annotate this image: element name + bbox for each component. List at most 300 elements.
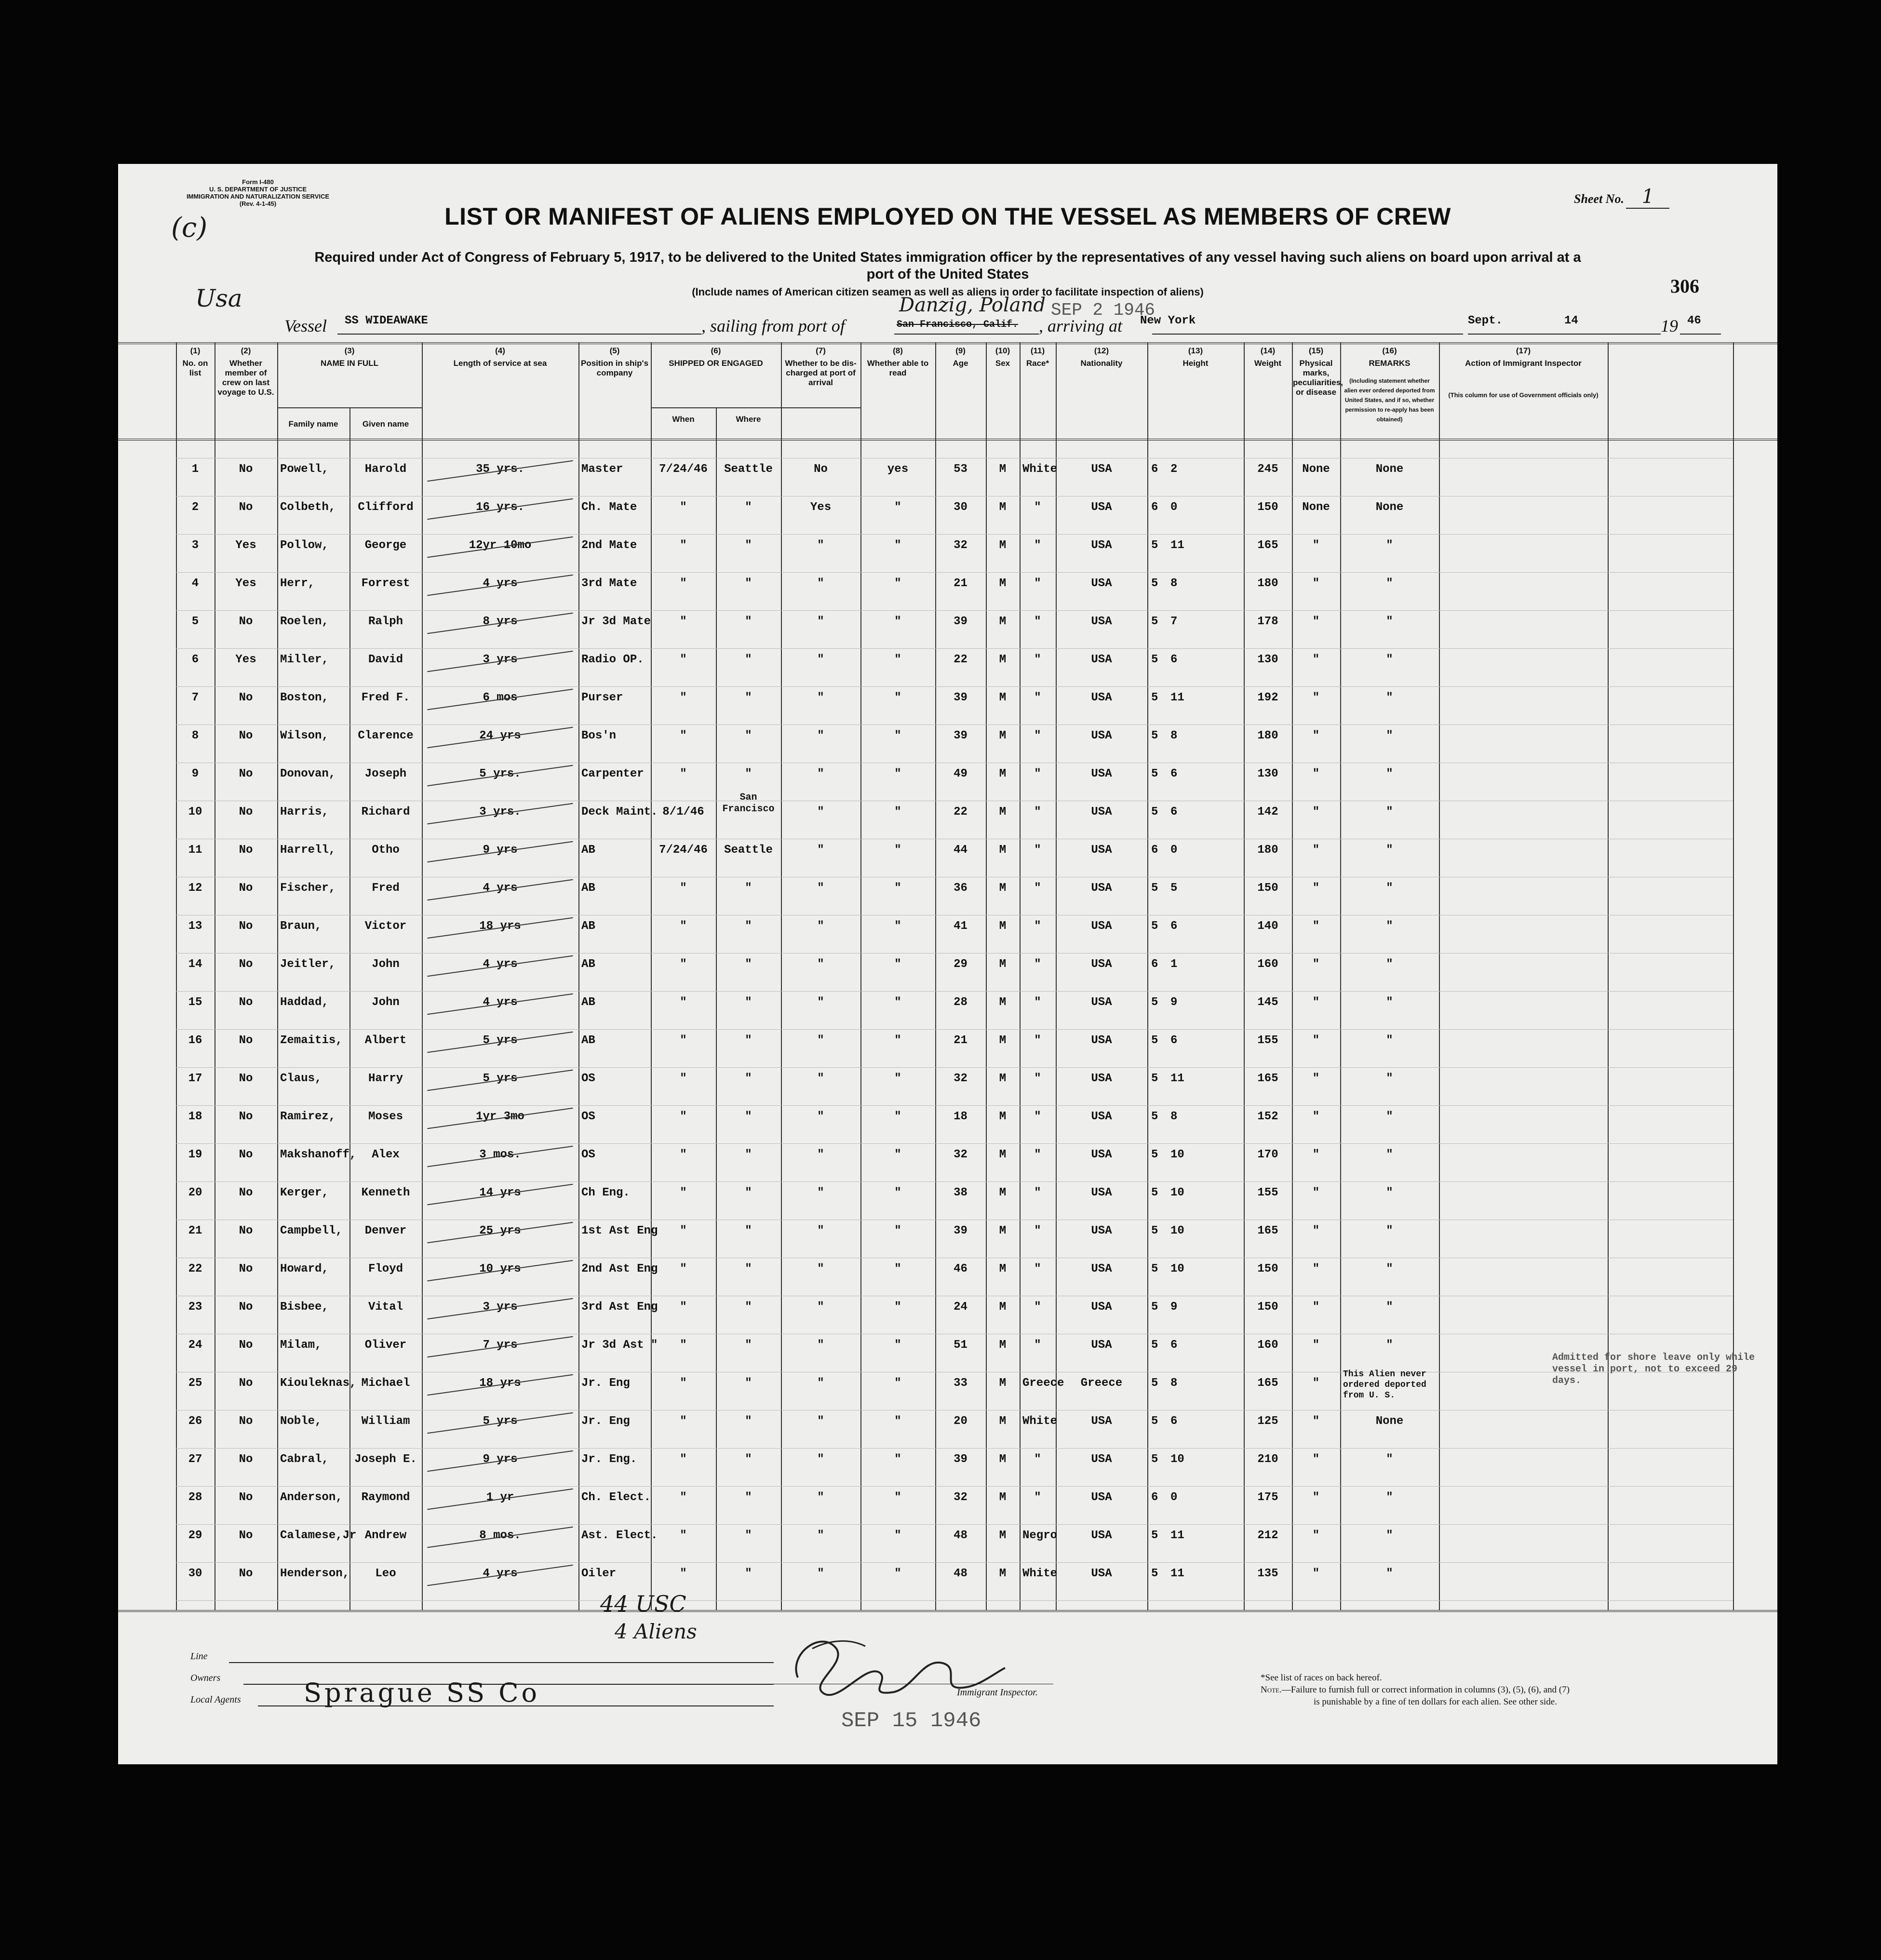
cell-marks: "	[1312, 577, 1320, 590]
cell-discharged: "	[817, 1224, 824, 1237]
cell-height-in: 6	[1170, 1339, 1178, 1352]
cell-weight: 165	[1257, 1072, 1278, 1085]
cell-where: "	[745, 767, 752, 780]
cell-given: Fred F.	[361, 691, 410, 704]
cell-marks: "	[1312, 1415, 1320, 1428]
cell-service: 4 yrs	[483, 1567, 518, 1580]
cell-remarks: This Alien never ordered deported from U. S.	[1343, 1369, 1426, 1400]
column-number: (15)	[1308, 346, 1324, 355]
cell-no: 4	[191, 577, 199, 590]
cell-race: "	[1034, 539, 1041, 552]
crew-row	[176, 1029, 1733, 1067]
cell-height-ft: 5	[1151, 539, 1158, 552]
cell-when: "	[680, 1072, 687, 1085]
cell-weight: 160	[1257, 958, 1278, 971]
department: U. S. DEPARTMENT OF JUSTICE	[209, 186, 307, 193]
cell-position: Jr. Eng.	[581, 1453, 637, 1466]
cell-weight: 150	[1257, 1301, 1278, 1314]
cell-no: 6	[191, 653, 199, 666]
cell-prev: No	[239, 1415, 253, 1428]
cell-remarks: "	[1386, 1034, 1393, 1047]
cell-age: 48	[954, 1529, 967, 1542]
cell-marks: "	[1312, 1186, 1320, 1199]
cell-height-ft: 6	[1151, 1491, 1158, 1504]
column-label: Action of Immigrant Inspector	[1465, 359, 1582, 368]
cell-family: Ramirez,	[280, 1110, 336, 1123]
cell-service: 5 yrs	[483, 1072, 518, 1085]
cell-service: 6 mos	[483, 691, 518, 704]
cell-prev: No	[239, 805, 253, 819]
cell-nationality: USA	[1091, 1491, 1112, 1504]
cell-marks: None	[1302, 463, 1330, 476]
cell-read: "	[894, 1415, 901, 1428]
cell-marks: "	[1312, 1453, 1320, 1466]
cell-weight: 180	[1257, 844, 1278, 857]
cell-prev: No	[239, 1110, 253, 1123]
cell-height-ft: 5	[1151, 1034, 1158, 1047]
cell-height-ft: 5	[1151, 920, 1158, 933]
cell-age: 30	[954, 501, 967, 514]
cell-nationality: USA	[1091, 844, 1112, 857]
where-header: Where	[736, 415, 761, 424]
column-header	[1440, 346, 1607, 368]
cell-position: AB	[581, 920, 595, 933]
cell-prev: No	[239, 767, 253, 780]
cell-sex: M	[999, 1491, 1007, 1504]
cell-nationality: USA	[1091, 1034, 1112, 1047]
crew-row	[176, 1105, 1733, 1143]
cell-where: "	[745, 1567, 752, 1580]
column-header	[1293, 346, 1343, 397]
cell-given: Fred	[372, 882, 400, 895]
cell-remarks: "	[1386, 920, 1393, 933]
cell-marks: "	[1312, 729, 1320, 742]
cell-marks: "	[1312, 920, 1320, 933]
cell-given: Oliver	[364, 1339, 407, 1352]
cell-discharged: No	[814, 463, 828, 476]
cell-family: Milam,	[280, 1339, 322, 1352]
cell-when: "	[680, 653, 687, 666]
cell-remarks: "	[1386, 1491, 1393, 1504]
cell-no: 29	[188, 1529, 202, 1542]
column-label: Length of service at sea	[453, 359, 547, 368]
cell-age: 39	[954, 615, 967, 628]
cell-age: 32	[954, 1491, 967, 1504]
cell-position: Oiler	[581, 1567, 617, 1580]
cell-position: AB	[581, 882, 595, 895]
cell-service: 12yr 10mo	[469, 539, 532, 552]
column-header	[987, 346, 1019, 368]
cell-nationality: USA	[1091, 996, 1112, 1009]
cell-marks: "	[1312, 1224, 1320, 1237]
column-number: (9)	[955, 346, 966, 355]
cell-where: "	[745, 1110, 752, 1123]
cell-remarks: "	[1386, 729, 1393, 742]
cell-where: "	[745, 1224, 752, 1237]
arriving-port: New York	[1140, 314, 1196, 327]
crew-row	[176, 1448, 1733, 1486]
crew-row	[176, 1369, 1733, 1410]
cell-service: 18 yrs	[479, 1377, 521, 1390]
remarks-note: (Including statement whether alien ever ordered deported from United States, and if so, whether permission to re-apply has been obtained)	[1344, 377, 1435, 423]
cell-sex: M	[999, 577, 1007, 590]
cell-marks: "	[1312, 1529, 1320, 1542]
cell-position: 3rd Ast Eng	[581, 1301, 658, 1314]
subheader-rule	[651, 407, 860, 408]
cell-marks: "	[1312, 805, 1320, 819]
cell-race: "	[1034, 729, 1041, 742]
column-header	[177, 346, 214, 378]
cell-when: "	[680, 1415, 687, 1428]
requirement-line-1: Required under Act of Congress of February 5, 1917, to be delivered to the United States immigration officer by the representatives of any vessel having such aliens on board upon arrival at a	[314, 250, 1581, 265]
cell-family: Zemaitis,	[280, 1034, 343, 1047]
cell-marks: "	[1312, 958, 1320, 971]
cell-where: Seattle	[724, 463, 773, 476]
cell-read: "	[894, 1148, 901, 1161]
cell-height-in: 5	[1170, 882, 1178, 895]
column-number: (7)	[816, 346, 826, 355]
table-header-rule	[118, 439, 1777, 441]
cell-position: 3rd Mate	[581, 577, 637, 590]
cell-given: Denver	[364, 1224, 407, 1237]
cell-read: "	[894, 767, 901, 780]
column-number: (5)	[609, 346, 620, 355]
cell-family: Powell,	[280, 463, 329, 476]
cell-weight: 152	[1257, 1110, 1278, 1123]
cell-position: OS	[581, 1148, 595, 1161]
cell-nationality: USA	[1091, 920, 1112, 933]
cell-weight: 165	[1257, 1224, 1278, 1237]
column-header	[278, 346, 421, 368]
cell-where: "	[745, 615, 752, 628]
crew-row	[176, 648, 1733, 686]
cell-race: "	[1034, 577, 1041, 590]
cell-remarks: "	[1386, 1186, 1393, 1199]
cell-race: Greece	[1022, 1377, 1064, 1390]
cell-position: Ch. Mate	[581, 501, 637, 514]
column-header	[782, 346, 860, 388]
cell-when: 7/24/46	[659, 463, 708, 476]
cell-remarks: "	[1386, 691, 1393, 704]
margin-mark-usa: Usa	[195, 284, 242, 312]
vessel-label: Vessel	[284, 316, 327, 336]
cell-family: Braun,	[280, 920, 322, 933]
races-note: *See list of races on back hereof.	[1261, 1673, 1382, 1683]
cell-no: 26	[188, 1415, 202, 1428]
cell-weight: 165	[1257, 539, 1278, 552]
page-title: LIST OR MANIFEST OF ALIENS EMPLOYED ON THE VESSEL AS MEMBERS OF CREW	[444, 203, 1451, 230]
cell-when: "	[680, 1110, 687, 1123]
cell-read: yes	[887, 463, 909, 476]
cell-read: "	[894, 615, 901, 628]
cell-remarks: "	[1386, 958, 1393, 971]
cell-height-ft: 5	[1151, 1262, 1158, 1275]
cell-height-in: 9	[1170, 996, 1178, 1009]
cell-position: Deck Maint.	[581, 805, 658, 819]
cell-service: 9 yrs	[483, 844, 518, 857]
cell-where: San Francisco	[722, 792, 775, 815]
cell-service: 1yr 3mo	[476, 1110, 524, 1123]
cell-sex: M	[999, 767, 1007, 780]
cell-sex: M	[999, 958, 1007, 971]
column-rule	[1733, 342, 1734, 1610]
column-header	[1021, 346, 1055, 368]
cell-height-in: 10	[1170, 1224, 1184, 1237]
cell-prev: No	[239, 729, 253, 742]
cell-age: 21	[954, 577, 967, 590]
cell-height-ft: 5	[1151, 882, 1158, 895]
cell-height-in: 0	[1170, 844, 1178, 857]
cell-where: "	[745, 729, 752, 742]
column-number: (11)	[1030, 346, 1045, 355]
cell-sex: M	[999, 1453, 1007, 1466]
column-label: No. on list	[182, 359, 208, 377]
cell-given: Forrest	[361, 577, 410, 590]
cell-given: Alex	[372, 1148, 400, 1161]
cell-height-ft: 5	[1151, 1339, 1158, 1352]
cell-given: Victor	[364, 920, 407, 933]
column-label: REMARKS	[1369, 359, 1411, 368]
manifest-sheet	[118, 164, 1777, 1764]
cell-read: "	[894, 1072, 901, 1085]
cell-remarks: "	[1386, 767, 1393, 780]
cell-marks: "	[1312, 691, 1320, 704]
cell-no: 10	[188, 805, 202, 819]
column-label: Whether to be dis-charged at port of arrival	[785, 359, 857, 387]
cell-nationality: USA	[1091, 501, 1112, 514]
cell-family: Howard,	[280, 1262, 329, 1275]
cell-age: 48	[954, 1567, 967, 1580]
note-text-1: —Failure to furnish full or correct information in columns (3), (5), (6), and (7)	[1281, 1685, 1570, 1695]
cell-height-in: 8	[1170, 729, 1178, 742]
cell-discharged: "	[817, 577, 824, 590]
cell-race: "	[1034, 882, 1041, 895]
cell-nationality: USA	[1091, 882, 1112, 895]
cell-position: Jr. Eng	[581, 1377, 630, 1390]
cell-where: "	[745, 996, 752, 1009]
cell-service: 5 yrs	[483, 1415, 518, 1428]
cell-sex: M	[999, 1262, 1007, 1275]
cell-remarks: "	[1386, 1224, 1393, 1237]
crew-row	[176, 610, 1733, 648]
cell-age: 46	[954, 1262, 967, 1275]
cell-read: "	[894, 653, 901, 666]
cell-age: 29	[954, 958, 967, 971]
column-header	[1341, 346, 1438, 368]
cell-race: "	[1034, 1453, 1041, 1466]
cell-where: "	[745, 1529, 752, 1542]
column-number: (4)	[495, 346, 505, 355]
cell-when: "	[680, 1339, 687, 1352]
cell-sex: M	[999, 1339, 1007, 1352]
cell-where: "	[745, 882, 752, 895]
cell-sex: M	[999, 1186, 1007, 1199]
service: IMMIGRATION AND NATURALIZATION SERVICE	[186, 193, 330, 200]
arrival-month: Sept.	[1468, 314, 1503, 327]
cell-prev: No	[239, 920, 253, 933]
cell-given: David	[368, 653, 403, 666]
cell-service: 25 yrs	[479, 1224, 521, 1237]
cell-discharged: "	[817, 882, 824, 895]
cell-discharged: "	[817, 1377, 824, 1390]
cell-when: "	[680, 1377, 687, 1390]
cell-no: 16	[188, 1034, 202, 1047]
cell-when: "	[680, 577, 687, 590]
cell-position: Radio OP.	[581, 653, 644, 666]
cell-age: 53	[954, 463, 967, 476]
cell-nationality: USA	[1091, 577, 1112, 590]
cell-marks: "	[1312, 1072, 1320, 1085]
form-number: Form I-480	[242, 178, 274, 186]
cell-discharged: "	[817, 1148, 824, 1161]
cell-remarks: "	[1386, 1529, 1393, 1542]
cell-weight: 245	[1257, 463, 1278, 476]
cell-age: 21	[954, 1034, 967, 1047]
cell-no: 3	[191, 539, 199, 552]
cell-service: 3 yrs	[483, 653, 518, 666]
cell-no: 11	[188, 844, 202, 857]
cell-age: 32	[954, 1072, 967, 1085]
cell-prev: No	[239, 501, 253, 514]
cell-given: John	[372, 996, 400, 1009]
crew-row	[176, 839, 1733, 877]
cell-sex: M	[999, 844, 1007, 857]
cell-no: 14	[188, 958, 202, 971]
cell-nationality: USA	[1091, 1301, 1112, 1314]
cell-race: White	[1022, 1415, 1058, 1428]
cell-nationality: USA	[1091, 1529, 1112, 1542]
cell-race: "	[1034, 1301, 1041, 1314]
cell-remarks: "	[1386, 1148, 1393, 1161]
cell-position: 2nd Ast Eng	[581, 1262, 658, 1275]
cell-remarks: "	[1386, 1301, 1393, 1314]
cell-where: "	[745, 1491, 752, 1504]
cell-when: "	[680, 1529, 687, 1542]
cell-service: 4 yrs	[483, 882, 518, 895]
column-header	[423, 346, 578, 368]
cell-read: "	[894, 958, 901, 971]
cell-nationality: USA	[1091, 1567, 1112, 1580]
cell-discharged: "	[817, 805, 824, 819]
cell-remarks: None	[1375, 501, 1404, 514]
crew-row	[176, 1410, 1733, 1448]
column-header	[936, 346, 985, 368]
cell-race: "	[1034, 1491, 1041, 1504]
given-name-header: Given name	[362, 419, 409, 429]
cell-remarks: "	[1386, 805, 1393, 819]
cell-where: "	[745, 958, 752, 971]
cell-discharged: Yes	[810, 501, 832, 514]
cell-nationality: USA	[1091, 729, 1112, 742]
cell-height-in: 6	[1170, 1034, 1178, 1047]
cell-service: 10 yrs	[479, 1262, 521, 1275]
cell-discharged: "	[817, 920, 824, 933]
cell-nationality: USA	[1091, 463, 1112, 476]
cell-height-ft: 5	[1151, 1148, 1158, 1161]
cell-prev: No	[239, 1377, 253, 1390]
cell-nationality: USA	[1091, 1110, 1112, 1123]
crew-row	[176, 877, 1733, 915]
cell-height-in: 8	[1170, 1377, 1178, 1390]
cell-height-ft: 5	[1151, 729, 1158, 742]
sheet-label: Sheet No.	[1574, 192, 1624, 206]
cell-no: 23	[188, 1301, 202, 1314]
cell-height-ft: 5	[1151, 653, 1158, 666]
cell-no: 20	[188, 1186, 202, 1199]
cell-given: Kenneth	[361, 1186, 410, 1199]
cell-age: 41	[954, 920, 967, 933]
cell-prev: No	[239, 1262, 253, 1275]
cell-height-in: 6	[1170, 805, 1178, 819]
shore-leave-stamp: Admitted for shore leave only while vessel in port, not to exceed 29 days.	[1552, 1352, 1755, 1386]
cell-sex: M	[999, 1529, 1007, 1542]
cell-prev: No	[239, 1567, 253, 1580]
cell-remarks: None	[1375, 1415, 1404, 1428]
cell-remarks: "	[1386, 539, 1393, 552]
cell-height-ft: 5	[1151, 1186, 1158, 1199]
cell-read: "	[894, 501, 901, 514]
totals-usc: 44 USC	[600, 1591, 686, 1617]
cell-no: 9	[191, 767, 199, 780]
cell-given: Moses	[368, 1110, 403, 1123]
cell-given: Clarence	[358, 729, 414, 742]
cell-service: 16 yrs.	[476, 501, 524, 514]
cell-sex: M	[999, 805, 1007, 819]
cell-service: 3 yrs.	[479, 805, 521, 819]
cell-where: "	[745, 1072, 752, 1085]
cell-given: Harold	[364, 463, 407, 476]
cell-given: Otho	[372, 844, 400, 857]
cell-service: 3 mos.	[479, 1148, 521, 1161]
cell-nationality: USA	[1091, 767, 1112, 780]
column-number: (17)	[1516, 346, 1531, 355]
cell-position: 2nd Mate	[581, 539, 637, 552]
cell-service: 9 yrs	[483, 1453, 518, 1466]
cell-given: Michael	[361, 1377, 410, 1390]
cell-marks: "	[1312, 1262, 1320, 1275]
inspector-label: Immigrant Inspector.	[957, 1687, 1038, 1698]
cell-no: 12	[188, 882, 202, 895]
cell-remarks: "	[1386, 615, 1393, 628]
cell-age: 33	[954, 1377, 967, 1390]
cell-position: Jr 3d Ast "	[581, 1339, 658, 1352]
cell-race: White	[1022, 1567, 1058, 1580]
cell-age: 39	[954, 691, 967, 704]
cell-remarks: "	[1386, 1567, 1393, 1580]
cell-age: 39	[954, 729, 967, 742]
cell-discharged: "	[817, 844, 824, 857]
cell-prev: No	[239, 958, 253, 971]
cell-sex: M	[999, 920, 1007, 933]
column-label: Height	[1182, 359, 1209, 368]
cell-family: Harris,	[280, 805, 329, 819]
cell-read: "	[894, 1301, 901, 1314]
cell-no: 7	[191, 691, 199, 704]
cell-age: 39	[954, 1453, 967, 1466]
column-number: (10)	[995, 346, 1010, 355]
cell-service: 4 yrs	[483, 996, 518, 1009]
year-suffix: 46	[1687, 314, 1701, 327]
fine-note	[1261, 1685, 1570, 1695]
crew-row	[176, 534, 1733, 572]
column-number: (16)	[1382, 346, 1397, 355]
cell-position: OS	[581, 1110, 595, 1123]
cell-height-ft: 5	[1151, 1377, 1158, 1390]
cell-when: "	[680, 882, 687, 895]
crew-row	[176, 1258, 1733, 1296]
cell-sex: M	[999, 1377, 1007, 1390]
column-number: (6)	[711, 346, 721, 355]
